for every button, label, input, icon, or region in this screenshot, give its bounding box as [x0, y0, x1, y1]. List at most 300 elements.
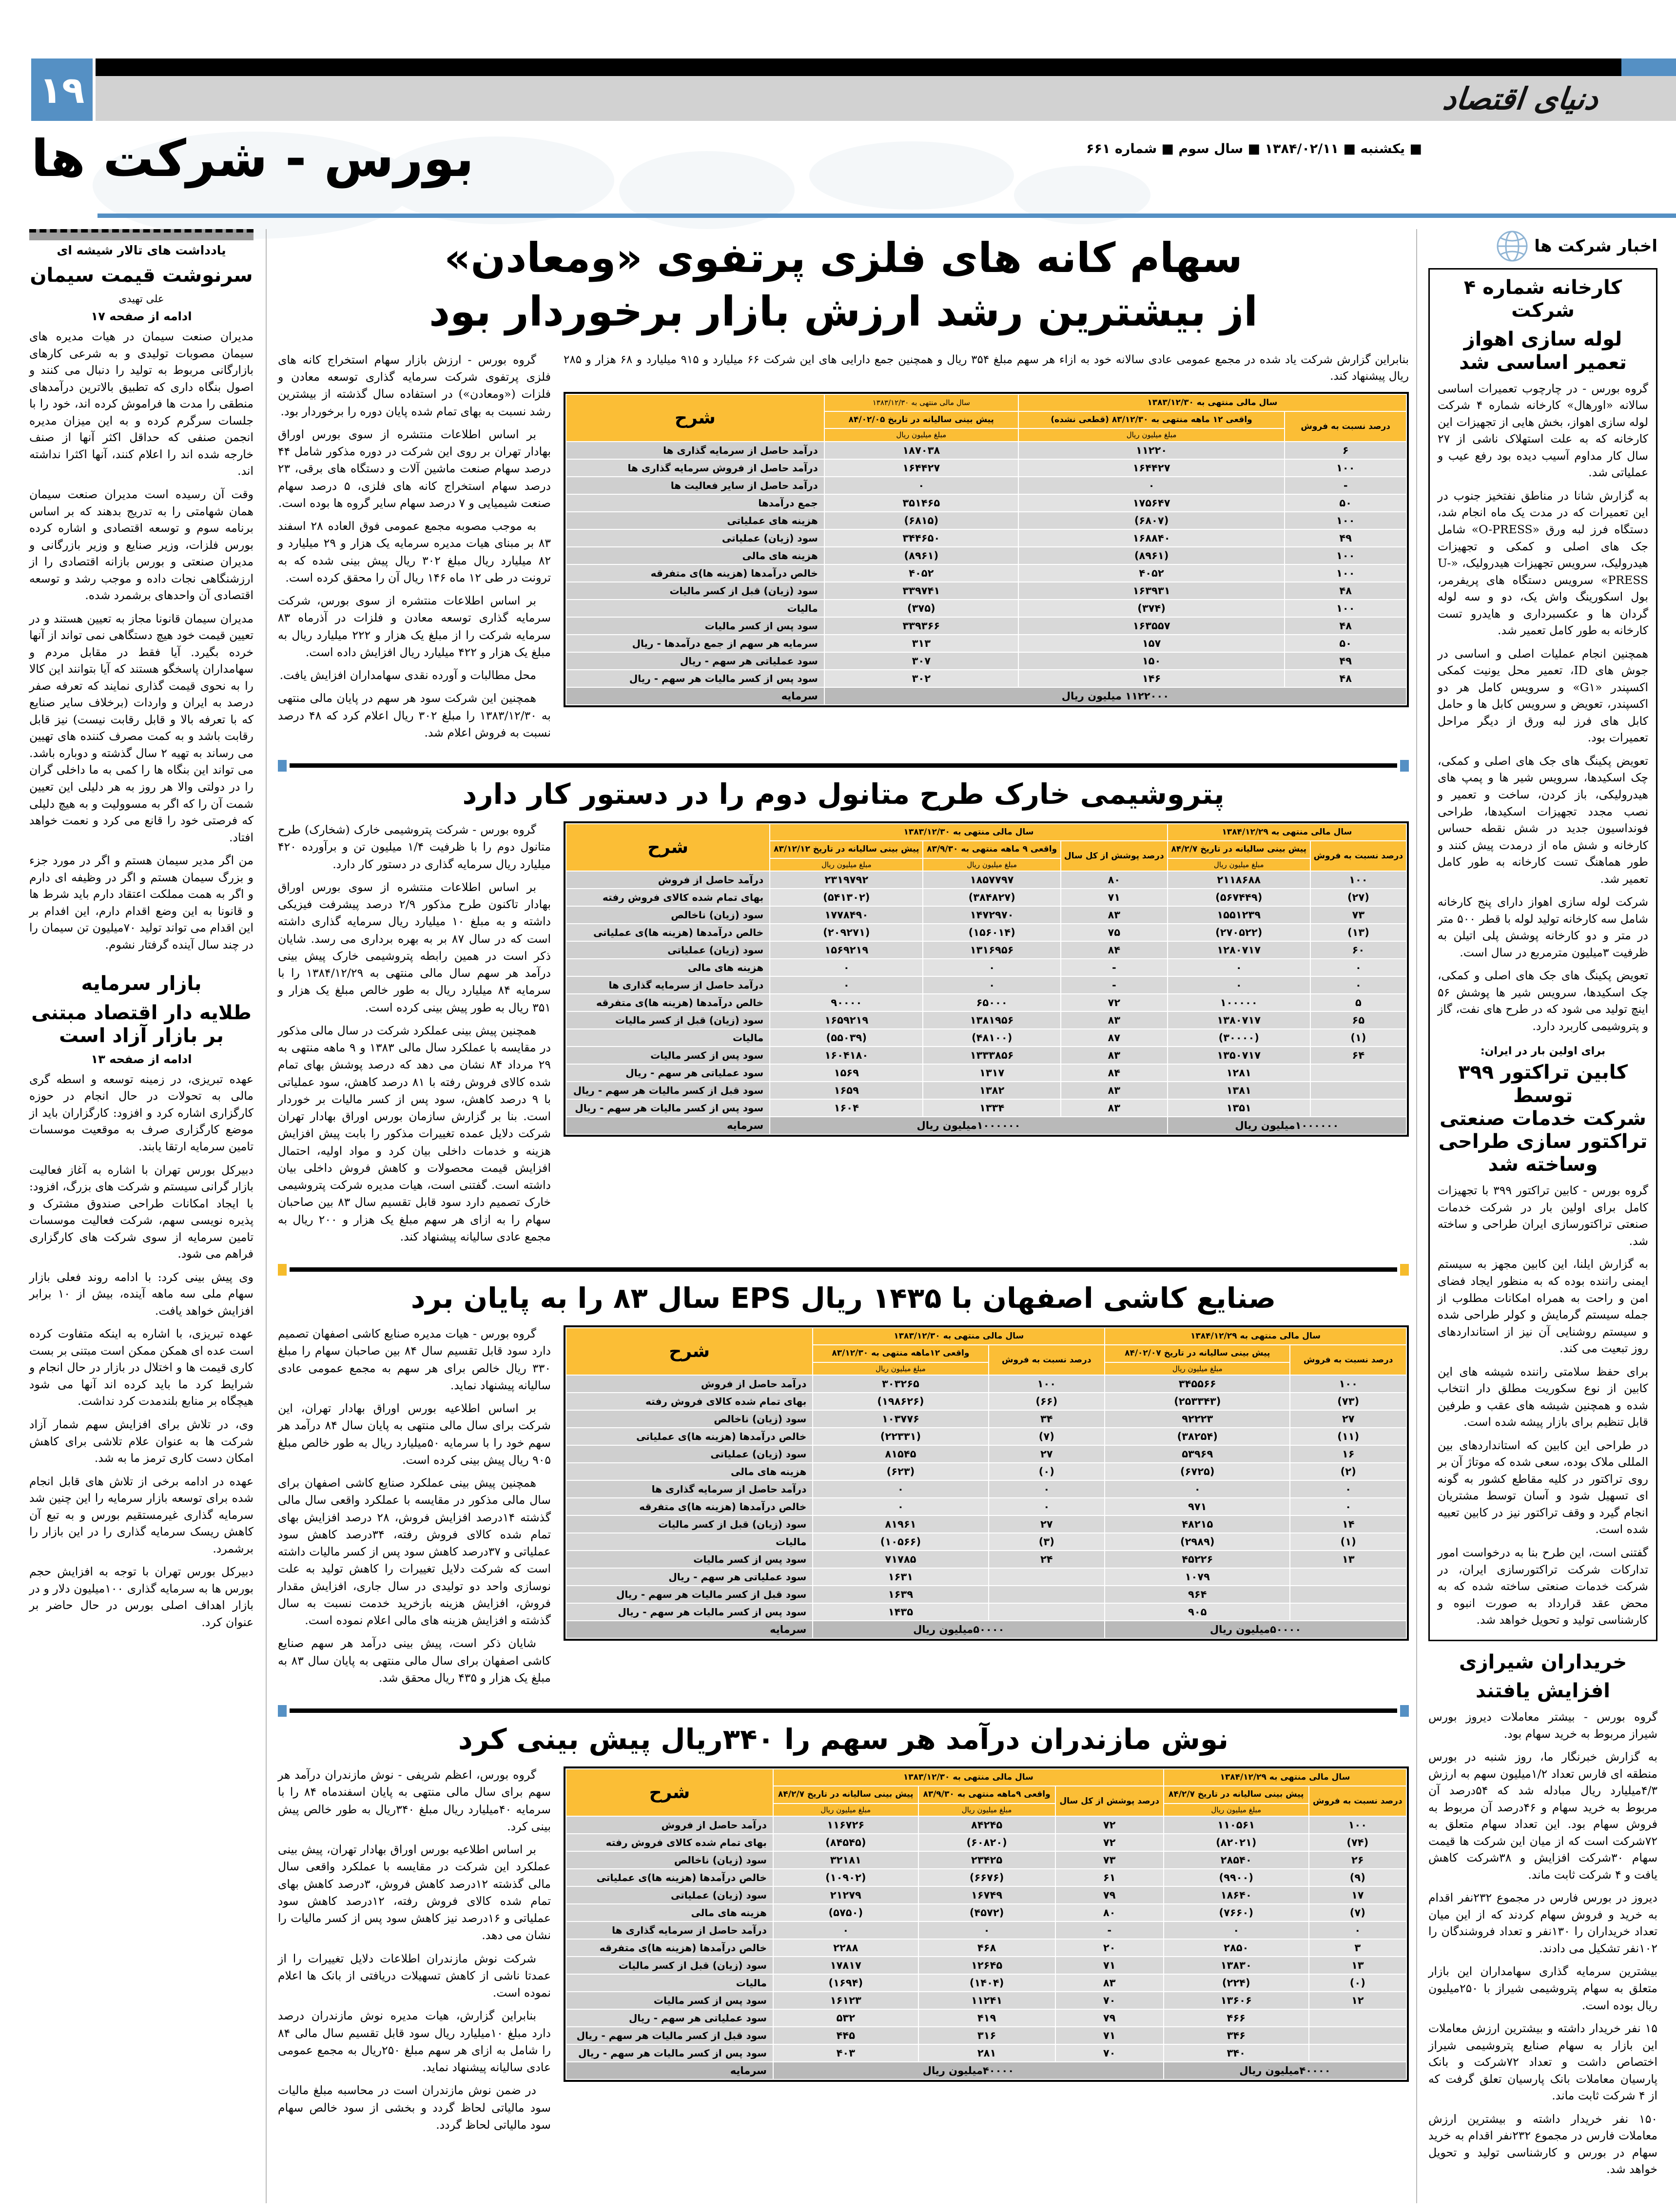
table-cell-cov: - [1061, 977, 1167, 993]
table-row [566, 942, 1406, 958]
table-cell-desc: مالیات [566, 1975, 773, 1991]
table-cell-ratio [1309, 2027, 1406, 2044]
table-cell-r83: (۰) [989, 1463, 1105, 1480]
table-cell-a9: ۱۳۱۷ [923, 1065, 1060, 1081]
table-cell-ratio: ۶۴ [1311, 1047, 1406, 1064]
table-cell-desc: خالص درآمدها (هزینه ها)ی عملیاتی [566, 1869, 773, 1886]
right-a1-p5: تعویض پکینگ های جک های اصلی و کمکی، چک اسکیدها، سرویس شیر ها پوشش ۵۶ اینچ تولید می شود که در طرح های نفت، گاز و پتروشیمی کاربرد دارد. [1438, 969, 1648, 1033]
right-article1-title-2: لوله سازی اهواز [1463, 328, 1622, 351]
right-article1-box [1428, 268, 1657, 1641]
right-a3-p4: ۱۵ نفر خریدار داشته و بیشترین ارزش معاملات این بازار به سهام صنایع پتروشیمی شیراز اختصاص داشت و تعداد ۷۲شرکت و بانک پارسیان معاملات بانک پارسیان تعلق گرفت که از ۴ شرکت ثابت ماند. [1428, 2021, 1658, 2103]
table-cell-a12: (۶۲۳) [813, 1463, 988, 1480]
right-a3-p0: گروه بورس - بیشتر معاملات دیروز بورس شیراز مربوط به خرید سهام بود. [1428, 1710, 1657, 1741]
table-cell-f83: ۰ [774, 1922, 918, 1939]
table-row [566, 1586, 1406, 1603]
article2-rule [278, 760, 1409, 771]
page-body [0, 229, 1676, 2208]
table-row [566, 1029, 1406, 1046]
a3-th-r84: درصد نسبت به فروش [1290, 1345, 1406, 1375]
table-cell-desc: سرمایه هر سهم از جمع درآمدها - ریال [566, 635, 824, 652]
lead-table [564, 392, 1409, 707]
right-a2-p4: گفتنی است، این طرح بنا به درخواست امور تدارکات شرکت تراکتورسازی ایران، در شرکت خدمات صنعتی ساخته شده که به محض عقد قرارداد به صورت انبوه و کارشناسی تولید و تحویل خواهد شد. [1438, 1545, 1648, 1627]
a2-unit2: مبلغ میلیون ریال [923, 859, 1060, 871]
table-cell-cov: ۸۴ [1061, 1065, 1167, 1081]
table-cell-f84: ۲۱۱۸۶۸۸ [1168, 872, 1310, 888]
table-cell-f83: ۵۳۲ [774, 2010, 918, 2026]
table-cell-desc: سود پس از کسر مالیات [566, 1047, 769, 1064]
table-cell-f83: ۱۶۰۴۱۸۰ [770, 1047, 922, 1064]
a4-th-group-right: سال مالی منتهی به ۱۳۸۳/۱۲/۳۰ [774, 1769, 1163, 1785]
rule-cap-right [1400, 760, 1409, 772]
table-cell-cov: ۷۱ [1056, 1957, 1163, 1974]
a3-unit1: مبلغ میلیون ریال [1105, 1363, 1289, 1375]
table-row [566, 512, 1406, 529]
table-cell-r83: ۲۴ [989, 1551, 1105, 1568]
table-cell-a12: ۳۰۳۲۶۵ [813, 1376, 988, 1392]
a2-tf-right: ۱۰۰۰۰۰۰میلیون ریال [770, 1117, 1167, 1134]
table-cell-desc: سود پس از کسر مالیات هر سهم - ریال [566, 670, 824, 687]
table-cell-cov: ۸۳ [1061, 907, 1167, 923]
table-cell-f83: ۳۲۱۸۱ [774, 1852, 918, 1868]
table-cell-a9: (۱۵۶۰۱۴) [923, 924, 1060, 941]
article3-p1: بر اساس اطلاعیه بورس اوراق بهادار تهران، این شرکت برای سال مالی منتهی به پایان سال ۸۴ درآمد هر سهم خود را با سرمایه ۵۰میلیارد ریال به طور خالص مبلغ ۹۰۵ ریال پیش بینی کرده است. [278, 1401, 551, 1467]
masthead-blue-cap [1621, 58, 1676, 76]
table-cell-cov: ۷۳ [1056, 1852, 1163, 1868]
table-cell-actual: ۱۱۲۲۰ [1019, 442, 1285, 459]
table-cell-f84: ۰ [1105, 1481, 1289, 1497]
article3 [278, 1325, 1409, 1692]
table-cell-a9: ۱۲۶۴۵ [919, 1957, 1055, 1974]
table-cell-a9: ۱۱۲۴۱ [919, 1992, 1055, 2009]
table-cell-f84: ۱۰۰۰۰۰ [1168, 994, 1310, 1011]
table-cell-desc: درآمد حاصل از فروش سرمایه گذاری ها [566, 460, 824, 476]
table-cell-forecast: ۳۰۷ [825, 653, 1018, 669]
table-cell-f83: (۱۰۹۰۲) [774, 1869, 918, 1886]
table-cell-forecast: ۴۰۵۲ [825, 565, 1018, 582]
right-a1-p2: همچنین انجام عملیات اصلی و اساسی در جوش های ID، تعمیر محل یونیت کمکی اکسپندر «G۱» و سرویس کامل هر دو اکسپندر، تعویض و سرویس کابل ها و حامل کابل های فرز لبه ورق از دیگر مراحل تعمیرات بود. [1438, 646, 1648, 745]
table-cell-desc: سود قبل از کسر مالیات هر سهم - ریال [566, 1082, 769, 1099]
table-cell-desc: درآمد حاصل از سرمایه گذاری ها [566, 442, 824, 459]
page-number: ۱۹ [39, 68, 85, 112]
table-cell-desc: هزینه های مالی [566, 959, 769, 976]
rule-cap-left [278, 1264, 287, 1276]
a2-tf-label: سرمایه [566, 1117, 769, 1134]
table-row [566, 1516, 1406, 1533]
table-cell-desc: درآمد حاصل از فروش [566, 872, 769, 888]
table-cell-f83: ۹۰۰۰۰ [770, 994, 922, 1011]
table-row [566, 977, 1406, 993]
table-cell-desc: سود پس از کسر مالیات [566, 618, 824, 634]
table-cell-ratio: ۴۸ [1285, 618, 1406, 634]
left-article2-title-3: بر بازار آزاد است [59, 1024, 224, 1047]
table-cell-f84: ۵۳۹۶۹ [1105, 1446, 1289, 1462]
table-cell-desc: سود (زیان) عملیاتی [566, 1887, 773, 1903]
a2-th-f83: پیش بینی سالیانه در تاریخ ۸۳/۱۲/۱۲ [770, 841, 922, 857]
left-sidebar [29, 229, 253, 2203]
table-cell-forecast: ۳۴۴۶۵۰ [825, 530, 1018, 546]
table-cell-f84: ۹۷۱ [1105, 1498, 1289, 1515]
table-cell-r84: ۲۷ [1290, 1411, 1406, 1427]
table-row [566, 1922, 1406, 1939]
article3-headline: صنایع کاشی اصفهان با ۱۴۳۵ ریال EPS سال ۸۳ را به پایان برد [410, 1281, 1276, 1315]
table-cell-cov: ۷۰ [1056, 2045, 1163, 2061]
table-row [566, 1957, 1406, 1974]
table-cell-actual: (۶۸۰۷) [1019, 512, 1285, 529]
table-row [566, 1551, 1406, 1568]
table-cell-f83: ۲۳۱۹۷۹۲ [770, 872, 922, 888]
table-cell-desc: خالص درآمدها (هزینه ها)ی متفرقه [566, 565, 824, 582]
left-article1-p0: مدیران صنعت سیمان در هیات مدیره های سیمان مصوبات تولیدی و به شرعی کارهای بازارگانی مربوط به تولید را دنبال می کنند و اصول بنگاه داری که تطبیق بالاترین درآمدهای منطقی را مدت ها فراموش کرده اند، خود را با جلسات سرگرم کرده و به این میزان مدیره انجمن صنفی که حداقل اکثر آنها از صنف خارجه شده اند را اعلام کنند، آنها اکثرا نداشته اند. [29, 330, 253, 478]
left-article2-p5: عهده در ادامه برخی از تلاش های قابل انجام شده برای توسعه بازار سرمایه را این چنین شد سرمایه گذاری غیرمستقیم بورس و به تبع آن کاهش ریسک سرمایه گذاری را در این بازار را برشمرد. [29, 1474, 253, 1555]
table-row [566, 1869, 1406, 1886]
table-cell-desc: هزینه های مالی [566, 1904, 773, 1921]
lead-th-unit-forecast: مبلغ میلیون ریال [825, 429, 1018, 441]
globe-icon [1495, 229, 1529, 263]
right-article2-kicker: برای اولین بار در ایران: [1480, 1045, 1606, 1058]
table-cell-r84: ۱۴ [1290, 1516, 1406, 1533]
table-row [566, 1376, 1406, 1392]
left-article2-p4: وی، در تلاش برای افزایش سهم شمار آزاد شرکت ها به عنوان علام تلاشی برای کاهش امکان دست کاری ترمز ما به شد. [29, 1417, 253, 1465]
table-cell-actual: ۱۴۶ [1019, 670, 1285, 687]
table-cell-forecast: (۶۸۱۵) [825, 512, 1018, 529]
table-cell-ratio: (۷۴) [1309, 1834, 1406, 1851]
table-cell-desc: سود (زیان) ناخالص [566, 1411, 812, 1427]
table-cell-actual: ۱۷۵۶۴۷ [1019, 495, 1285, 511]
article4-table [564, 1766, 1409, 2082]
table-cell-f83: ۱۵۶۹ [770, 1065, 922, 1081]
table-cell-f83: ۱۶۰۴ [770, 1100, 922, 1116]
table-row [566, 1100, 1406, 1116]
table-cell-desc: خالص درآمدها (هزینه ها)ی متفرقه [566, 994, 769, 1011]
rule-cap-right [1400, 1705, 1409, 1717]
table-cell-r84 [1290, 1586, 1406, 1603]
table-cell-desc: سود (زیان) قبل از کسر مالیات [566, 582, 824, 599]
table-row [566, 1393, 1406, 1410]
left-article1-title: سرنوشت قیمت سیمان [30, 264, 253, 287]
table-cell-cov: ۸۳ [1061, 1047, 1167, 1064]
article3-text [278, 1325, 551, 1692]
article4-p4: در ضمن نوش مازندران است در محاسبه مبلغ مالیات سود مالیاتی لحاظ گردد و بخشی از سود خالص سهام سود مالیاتی لحاظ گردد. [278, 2083, 551, 2132]
table-cell-desc: سود (زیان) قبل از کسر مالیات [566, 1012, 769, 1028]
table-row [566, 959, 1406, 976]
right-a3-p2: دیروز در بورس فارس در مجموع ۲۳۲نفر اقدام به خرید و فروش سهام کردند که از این میان تعداد خریداران را ۱۳۰نفر و تعداد فروشندگان را ۱۰۲نفر تشکیل می دادند. [1428, 1891, 1657, 1955]
article2-p1: بر اساس اطلاعات منتشره از سوی بورس اوراق بهادار تاکنون طرح مذکور ۲/۹ درصد پیشرفت فیزیکی داشته و به مبلغ ۱۰ میلیارد ریال سرمایه گذاری داشته است که در سال ۸۷ بر به بهره برداری می رسد. شایان ذکر است در همین رابطه پتروشیمی خارک پیش بینی درآمد هر سهم سال مالی منتهی به ۱۳۸۴/۱۲/۲۹ را با سرمایه ۸۴ میلیارد ریال به طور خالص مبلغ یک هزار و ۳۵۱ ریال به طور پیش بینی کرده است. [278, 880, 551, 1014]
table-cell-ratio: (۱) [1311, 1029, 1406, 1046]
table-cell-desc: هزینه های عملیاتی [566, 512, 824, 529]
article2-table [564, 821, 1409, 1137]
table-cell-f84: ۱۳۸۱ [1168, 1082, 1310, 1099]
table-cell-a9: ۳۱۶ [919, 2027, 1055, 2044]
brand-name: دنیای اقتصاد [1441, 80, 1600, 116]
table-cell-f83: ۰ [770, 977, 922, 993]
table-cell-cov: ۷۵ [1061, 924, 1167, 941]
table-row [566, 1012, 1406, 1028]
table-row [566, 477, 1406, 494]
table-cell-f84: ۱۲۸۰۷۱۷ [1168, 942, 1310, 958]
a2-th-f84: پیش بینی سالیانه در تاریخ ۸۴/۲/۷ [1168, 841, 1310, 857]
left-article1-continuation: ادامه از صفحه ۱۷ [91, 310, 192, 324]
a4-unit1: مبلغ میلیون ریال [1164, 1804, 1308, 1816]
table-cell-actual: ۱۵۰ [1019, 653, 1285, 669]
table-cell-r83: (۷) [989, 1428, 1105, 1445]
table-cell-ratio: ۶ [1285, 442, 1406, 459]
article4-p0: گروه بورس، اعظم شریفی - نوش مازندران درآمد هر سهم برای سال مالی منتهی به پایان اسفندماه ۸۴ را با سرمایه ۴۰میلیارد ریال مبلغ ۳۴۰ریال به طور خالص پیش بینی کرد. [278, 1768, 551, 1833]
table-cell-ratio: ۱۰۰ [1285, 460, 1406, 476]
table-cell-f84: ۰ [1168, 959, 1310, 976]
table-cell-cov: ۸۳ [1061, 1012, 1167, 1028]
table-cell-f84: ۱۲۸۱ [1168, 1065, 1310, 1081]
table-cell-r84 [1290, 1604, 1406, 1620]
table-cell-desc: سود قبل از کسر مالیات هر سهم - ریال [566, 1586, 812, 1603]
table-row [566, 1569, 1406, 1585]
table-cell-f84: ۹۶۴ [1105, 1586, 1289, 1603]
table-cell-desc: مالیات [566, 600, 824, 617]
table-cell-r84: (۲) [1290, 1463, 1406, 1480]
a3-th-group-left: سال مالی منتهی به ۱۳۸۴/۱۲/۲۹ [1105, 1328, 1406, 1344]
table-cell-ratio: ۱۰۰ [1309, 1817, 1406, 1833]
table-row [566, 1834, 1406, 1851]
table-cell-a12: (۱۹۸۶۲۶) [813, 1393, 988, 1410]
table-cell-forecast: ۱۸۷۰۳۸ [825, 442, 1018, 459]
table-row [566, 1852, 1406, 1868]
masthead-black-bar [96, 58, 1621, 76]
table-cell-actual: ۰ [1019, 477, 1285, 494]
table-cell-r83: (۳) [989, 1533, 1105, 1550]
table-cell-cov: ۸۳ [1056, 1975, 1163, 1991]
table-cell-f83: ۱۱۶۷۲۶ [774, 1817, 918, 1833]
a2-th-a9: واقعی ۹ ماهه منتهی به ۸۳/۹/۳۰ [923, 841, 1060, 857]
left-article2-p3: عهده تبریزی، با اشاره به اینکه متفاوت کرده است عده ای همکن ممکن است مبتنی بر بست کاری قیمت ها و اختلال در بازار در حال انجام و شرایط کرد ما باید کرده اند آنها می شود هیچگاه بر منابع بلندمدت کرد نداشت. [29, 1327, 253, 1408]
table-cell-r83: ۳۴ [989, 1411, 1105, 1427]
table-cell-desc: سود (زیان) قبل از کسر مالیات [566, 1516, 812, 1533]
left-article1-p1: وقت آن رسیده است مدیران صنعت سیمان همان شهامتی را به تدریج بدهند که بر اساس برنامه سوم و توسعه اقتصادی و اشاره کرده بورس فلزات، وزیر صنایع و وزیر بازرگانی و مدیران صنعتی و بورس بازانه اقتصادی را از ارزشنگاهی نجات داده و موجب رشد و توسعه اقتصادی آن واحدهای برشمرد شده. [29, 487, 253, 602]
table-cell-ratio: (۲۷) [1311, 889, 1406, 906]
a4-unit3: مبلغ میلیون ریال [774, 1804, 918, 1816]
table-cell-desc: خالص درآمدها (هزینه ها)ی عملیاتی [566, 924, 769, 941]
dateline: ■ یکشنبه ■ ۱۳۸۴/۰۲/۱۱ ■ سال سوم ■ شماره ۶۶۱ [1086, 141, 1423, 156]
table-cell-ratio [1311, 1082, 1406, 1099]
table-cell-actual: ۱۶۴۴۲۷ [1019, 460, 1285, 476]
table-row [566, 924, 1406, 941]
table-cell-ratio: ۲۶ [1309, 1852, 1406, 1868]
table-cell-cov: - [1061, 959, 1167, 976]
table-cell-f84: ۱۰۷۹ [1105, 1569, 1289, 1585]
right-a2-p3: در طراحی این کابین که استانداردهای بین المللی ملاک بوده، سعی شده که موتاژ آن بر روی تراکتور در کلیه مقاطع کشور به گونه ای تسهیل شود و آسان توسط مشتریان انجام گیرد و وقف تراکتور نیز در کابین تعبیه شده است. [1438, 1438, 1648, 1536]
a2-th-desc: شرح [566, 824, 769, 871]
table-cell-desc: سود پس از کسر مالیات هر سهم - ریال [566, 1100, 769, 1116]
table-cell-actual: ۱۶۸۸۴۰ [1019, 530, 1285, 546]
left-article2-title-1: بازار سرمایه [81, 972, 202, 995]
table-cell-cov: ۸۰ [1056, 1904, 1163, 1921]
table-cell-desc: سود (زیان) عملیاتی [566, 530, 824, 546]
page-number-badge [31, 58, 93, 121]
a4-th-f84: پیش بینی سالیانه در تاریخ ۸۴/۲/۷ [1164, 1786, 1308, 1803]
table-cell-ratio: ۱۳ [1309, 1957, 1406, 1974]
table-cell-r83: ۱۰۰ [989, 1376, 1105, 1392]
table-cell-desc: سود پس از کسر مالیات [566, 1551, 812, 1568]
table-cell-ratio: ۴۸ [1285, 582, 1406, 599]
table-cell-actual: ۱۵۷ [1019, 635, 1285, 652]
table-cell-a9: ۸۴۲۴۵ [919, 1817, 1055, 1833]
table-row [566, 872, 1406, 888]
table-cell-r83 [989, 1586, 1105, 1603]
table-cell-cov: ۸۷ [1061, 1029, 1167, 1046]
table-cell-f84: ۳۴۶ [1164, 2027, 1308, 2044]
lead-p0: گروه بورس - ارزش بازار سهام استخراج کانه های فلزی پرتفوی شرکت سرمایه گذاری توسعه معادن و فلزات («ومعادن») در استفاده سال گذشته از بیشترین رشد نسبت به بهای تمام شده پایان دوره را برخوردار بود. [278, 352, 551, 418]
table-cell-forecast: ۰ [825, 477, 1018, 494]
right-a2-p1: به گزارش ایلنا، این کابین مجهز به سیستم ایمنی راننده بوده که به منظور ایجاد فضای امن و راحت به همراه امکانات مطلوب از جمله سیستم گرمایش و کولر طراحی شده و سیستم روشنایی آن نیز از استانداردهای روز تبعیت می کند. [1438, 1257, 1648, 1356]
table-cell-f84: (۳۸۲۵۴) [1105, 1428, 1289, 1445]
right-article2-title-4: وساخته شد [1488, 1153, 1598, 1176]
lead-th-desc: شرح [566, 395, 824, 441]
table-cell-ratio: ۵۰ [1285, 495, 1406, 511]
table-cell-a9: ۱۳۳۳۸۵۶ [923, 1047, 1060, 1064]
a4-th-cov: درصد پوشش از کل سال [1056, 1786, 1163, 1816]
a4-tf-left: ۴۰۰۰۰میلیون ریال [1164, 2062, 1406, 2079]
table-cell-ratio: ۱۲ [1309, 1992, 1406, 2009]
a4-th-group-left: سال مالی منتهی به ۱۳۸۴/۱۲/۲۹ [1164, 1769, 1406, 1785]
main-content [278, 229, 1409, 2203]
table-cell-f83: (۱۶۹۴) [774, 1975, 918, 1991]
table-cell-f83: (۸۴۵۴۵) [774, 1834, 918, 1851]
table-cell-f84: (۶۷۲۵) [1105, 1463, 1289, 1480]
article4-table-body [566, 1817, 1406, 2061]
table-cell-r83: ۰ [989, 1481, 1105, 1497]
table-cell-r84: ۰ [1290, 1498, 1406, 1515]
table-row [566, 530, 1406, 546]
table-cell-forecast: ۳۳۹۳۶۶ [825, 618, 1018, 634]
article3-p3: شایان ذکر است، پیش بینی درآمد هر سهم صنایع کاشی اصفهان برای سال مالی منتهی به پایان سال ۸۳ به مبلغ یک هزار و ۴۳۵ ریال محقق شد. [278, 1636, 551, 1685]
table-row [566, 2010, 1406, 2026]
column-divider-right [1416, 229, 1417, 2203]
lead-article [278, 351, 1409, 747]
table-row [566, 653, 1406, 669]
table-cell-desc: سود (زیان) ناخالص [566, 1852, 773, 1868]
right-a1-p4: شرکت لوله سازی اهواز دارای پنج کارخانه شامل سه کارخانه تولید لوله با قطر ۵۰۰ متر در متر و دو کارخانه پوشش پلی اتیلن به ظرفیت ۳میلیون مترمربع در سال است. [1438, 895, 1648, 959]
table-cell-f84: (۲۷۰۵۲۲) [1168, 924, 1310, 941]
table-cell-f83: ۱۶۵۹۲۱۹ [770, 1012, 922, 1028]
right-a3-p1: به گزارش خبرنگار ما، روز شنبه در بورس منطقه ای فارس تعداد ۱/۲میلیون سهم به ارزش ۴/۳میلیارد ریال مبادله شد که ۵۴درصد آن مربوط به خرید سهام و ۴۶درصد آن مربوط به فروش سهام بود. این تعداد سهام متعلق به ۷۲شرکت است که از میان این شرکت ها قیمت سهام ۳۰شرکت افزایش و ۳۸شرکت کاهش یافت و ۴ شرکت ثابت ماند. [1428, 1750, 1658, 1882]
table-cell-f84: ۱۳۵۱ [1168, 1100, 1310, 1116]
table-cell-a12: ۸۱۹۶۱ [813, 1516, 988, 1533]
lead-article-text [278, 351, 551, 747]
right-article1-title-3: تعمیر اساسی شد [1459, 351, 1627, 374]
table-row [566, 1082, 1406, 1099]
a4-th-desc: شرح [566, 1769, 773, 1816]
table-cell-forecast: (۳۷۵) [825, 600, 1018, 617]
table-cell-a12: ۱۶۳۹ [813, 1586, 988, 1603]
table-cell-desc: سود پس از کسر مالیات هر سهم - ریال [566, 2045, 773, 2061]
lead-th-group-right: سال مالی منتهی به ۱۳۸۳/۱۲/۳۰ [825, 395, 1018, 411]
table-cell-desc: هزینه های مالی [566, 1463, 812, 1480]
lead-th-actual: واقعی ۱۲ ماهه منتهی به ۸۳/۱۲/۳۰ (قطعی نشده) [1019, 412, 1285, 428]
table-cell-r83: (۶۶) [989, 1393, 1105, 1410]
table-cell-f84: ۴۶۶ [1164, 2010, 1308, 2026]
table-cell-ratio [1311, 1065, 1406, 1081]
article4 [278, 1766, 1409, 2139]
table-row [566, 1533, 1406, 1550]
table-row [566, 547, 1406, 564]
right-kicker-row [1428, 229, 1657, 263]
article2-p0: گروه بورس - شرکت پتروشیمی خارک (شخارک) طرح متانول دوم را با ظرفیت ۱/۴ میلیون تن و برآورده ۴۲۰ میلیارد ریال سرمایه گذاری در دستور کار دارد. [278, 823, 551, 871]
table-cell-ratio: ۶۰ [1311, 942, 1406, 958]
table-row [566, 635, 1406, 652]
table-row [566, 1817, 1406, 1833]
table-row [566, 1975, 1406, 1991]
article2-table-wrap [564, 821, 1409, 1137]
right-a2-p2: برای حفظ سلامتی راننده شیشه های این کابین از نوع سکوریت مطلق دار انتخاب شده و همچنین شیشه های عقب و طرفین قابل تنظیم برای بازار پیشه شده است. [1438, 1364, 1648, 1429]
table-cell-a12: (۱۰۵۶۶) [813, 1533, 988, 1550]
table-cell-desc: بهای تمام شده کالای فروش رفته [566, 889, 769, 906]
article3-table [564, 1325, 1409, 1641]
left-article1-p2: مدیران سیمان قانونا مجاز به تعیین هستند و در تعیین قیمت خود هیچ دستگاهی نمی تواند از آنها خرده بگیرد. آیا فقط در مقابل مردم و سهامداران پاسخگو هستند که آیا بتوانند این کالا را به نحوی قیمت گذاری نمایند که تعرفه صفر درصد به ایران و واردات (برخلاف سایر صنایع که با تعرفه بالا و قابل رقابت نیست) نیز قابل رقابت باشد و به کمت مصرف کننده های تهیین می رساند به تهیه ۲ سال گذشته و دوباره باشد. می تواند این بنگاه ها را کمی به ما داخلی گران را در دولتی والا هر روز به هر دلیلی این تعیین شمت آن را که اگر به مسوولیت و به هیچ دلیلی که فرصتی خود را قانع می کرد و نعمت خواهد افتاد. [29, 611, 253, 844]
table-cell-desc: سود (زیان) قبل از کسر مالیات [566, 1957, 773, 1974]
table-cell-forecast: ۳۱۳ [825, 635, 1018, 652]
table-cell-actual: (۳۷۴) [1019, 600, 1285, 617]
table-cell-cov: ۷۱ [1056, 2027, 1163, 2044]
table-cell-cov: ۲۰ [1056, 1940, 1163, 1956]
table-cell-desc: جمع درآمدها [566, 495, 824, 511]
table-cell-ratio: ۷۳ [1311, 907, 1406, 923]
table-cell-a9: ۱۶۷۴۹ [919, 1887, 1055, 1903]
table-cell-f84: ۰ [1164, 1922, 1308, 1939]
lead-tf-label: سرمایه [566, 688, 824, 704]
lead-th-forecast: پیش بینی سالیانه در تاریخ ۸۴/۰۲/۰۵ [825, 412, 1018, 428]
lead-table-body [566, 442, 1406, 687]
table-cell-desc: سود عملیاتی هر سهم - ریال [566, 653, 824, 669]
table-cell-r84: (۱۱) [1290, 1428, 1406, 1445]
left-kicker-bar [29, 229, 253, 240]
rule-cap-left [278, 760, 287, 772]
left-article2-continuation: ادامه از صفحه ۱۳ [91, 1052, 192, 1066]
table-cell-forecast: (۸۹۶۱) [825, 547, 1018, 564]
table-cell-a12: ۱۴۳۵ [813, 1604, 988, 1620]
table-cell-a9: ۲۳۴۲۵ [919, 1852, 1055, 1868]
table-cell-ratio: ۶۵ [1311, 1012, 1406, 1028]
table-cell-desc: درآمد حاصل از سرمایه گذاری ها [566, 1922, 773, 1939]
table-cell-a9: ۱۸۵۷۷۹۷ [923, 872, 1060, 888]
table-cell-f83: ۱۷۷۸۴۹۰ [770, 907, 922, 923]
right-sidebar [1428, 229, 1657, 2203]
lead-th-unit-actual: مبلغ میلیون ریال [1019, 429, 1285, 441]
left-article2-title-2: طلایه دار اقتصاد مبتنی [31, 1001, 252, 1024]
table-cell-a9: ۱۳۱۶۹۵۶ [923, 942, 1060, 958]
table-cell-desc: سود (زیان) عملیاتی [566, 942, 769, 958]
left-article1-byline: علی تهیدی [118, 293, 164, 305]
a3-th-group-right: سال مالی منتهی به ۱۳۸۳/۱۲/۳۰ [813, 1328, 1104, 1344]
table-cell-ratio: ۰ [1311, 977, 1406, 993]
table-cell-f84: ۱۵۵۱۲۳۹ [1168, 907, 1310, 923]
article4-p1: بر اساس اطلاعیه بورس اوراق بهادار تهران، پیش بینی عملکرد این شرکت در مقایسه با عملکرد واقعی سال مالی گذشته ۱۲درصد کاهش فروش، ۳درصد کاهش بهای تمام شده کالای فروش رفته، ۱۲درصد کاهش سود عملیاتی و ۱۶درصد نیز کاهش سود پس از کسر مالیات را نشان می دهد. [278, 1843, 551, 1942]
table-cell-f84: ۲۸۵۴۰ [1164, 1852, 1308, 1868]
table-cell-f84: ۴۵۲۲۶ [1105, 1551, 1289, 1568]
a3-th-desc: شرح [566, 1328, 812, 1375]
table-cell-a12: ۰ [813, 1498, 988, 1515]
table-cell-f84: (۲۵۳۳۴۳) [1105, 1393, 1289, 1410]
table-cell-desc: سود پس از کسر مالیات [566, 1992, 773, 2009]
lead-p2: به موجب مصوبه مجمع عمومی فوق العاده ۲۸ اسفند ۸۳ بر مبنای هیات مدیره سرمایه یک هزار و ۲۹ میلیارد و ۸۲ میلیارد ریال مبلغ ۳۰۲ ریال پیش بینی شده که به ترونت در طی ۱۲ ماه ۱۴۶ ریال آن را محقق کرده است. [278, 519, 551, 584]
lead-headline-line1: سهام کانه های فلزی پرتفوی «ومعادن» [444, 234, 1243, 282]
table-cell-f84: ۱۳۶۰۶ [1164, 1992, 1308, 2009]
table-cell-f83: (۵۷۵۰) [774, 1904, 918, 1921]
left-article2-p2: وی پیش بینی کرد: با ادامه روند فعلی بازار سهام ملی سه ماهه آینده، بیش از ۱۰ برابر افزایش خواهد یافت. [29, 1270, 253, 1318]
table-cell-forecast: ۳۰۲ [825, 670, 1018, 687]
table-cell-a9: (۱۴۰۴) [919, 1975, 1055, 1991]
table-cell-a9: (۶۶۷۶) [919, 1869, 1055, 1886]
table-cell-desc: مالیات [566, 1533, 812, 1550]
table-cell-ratio [1309, 2045, 1406, 2061]
table-row [566, 1887, 1406, 1903]
